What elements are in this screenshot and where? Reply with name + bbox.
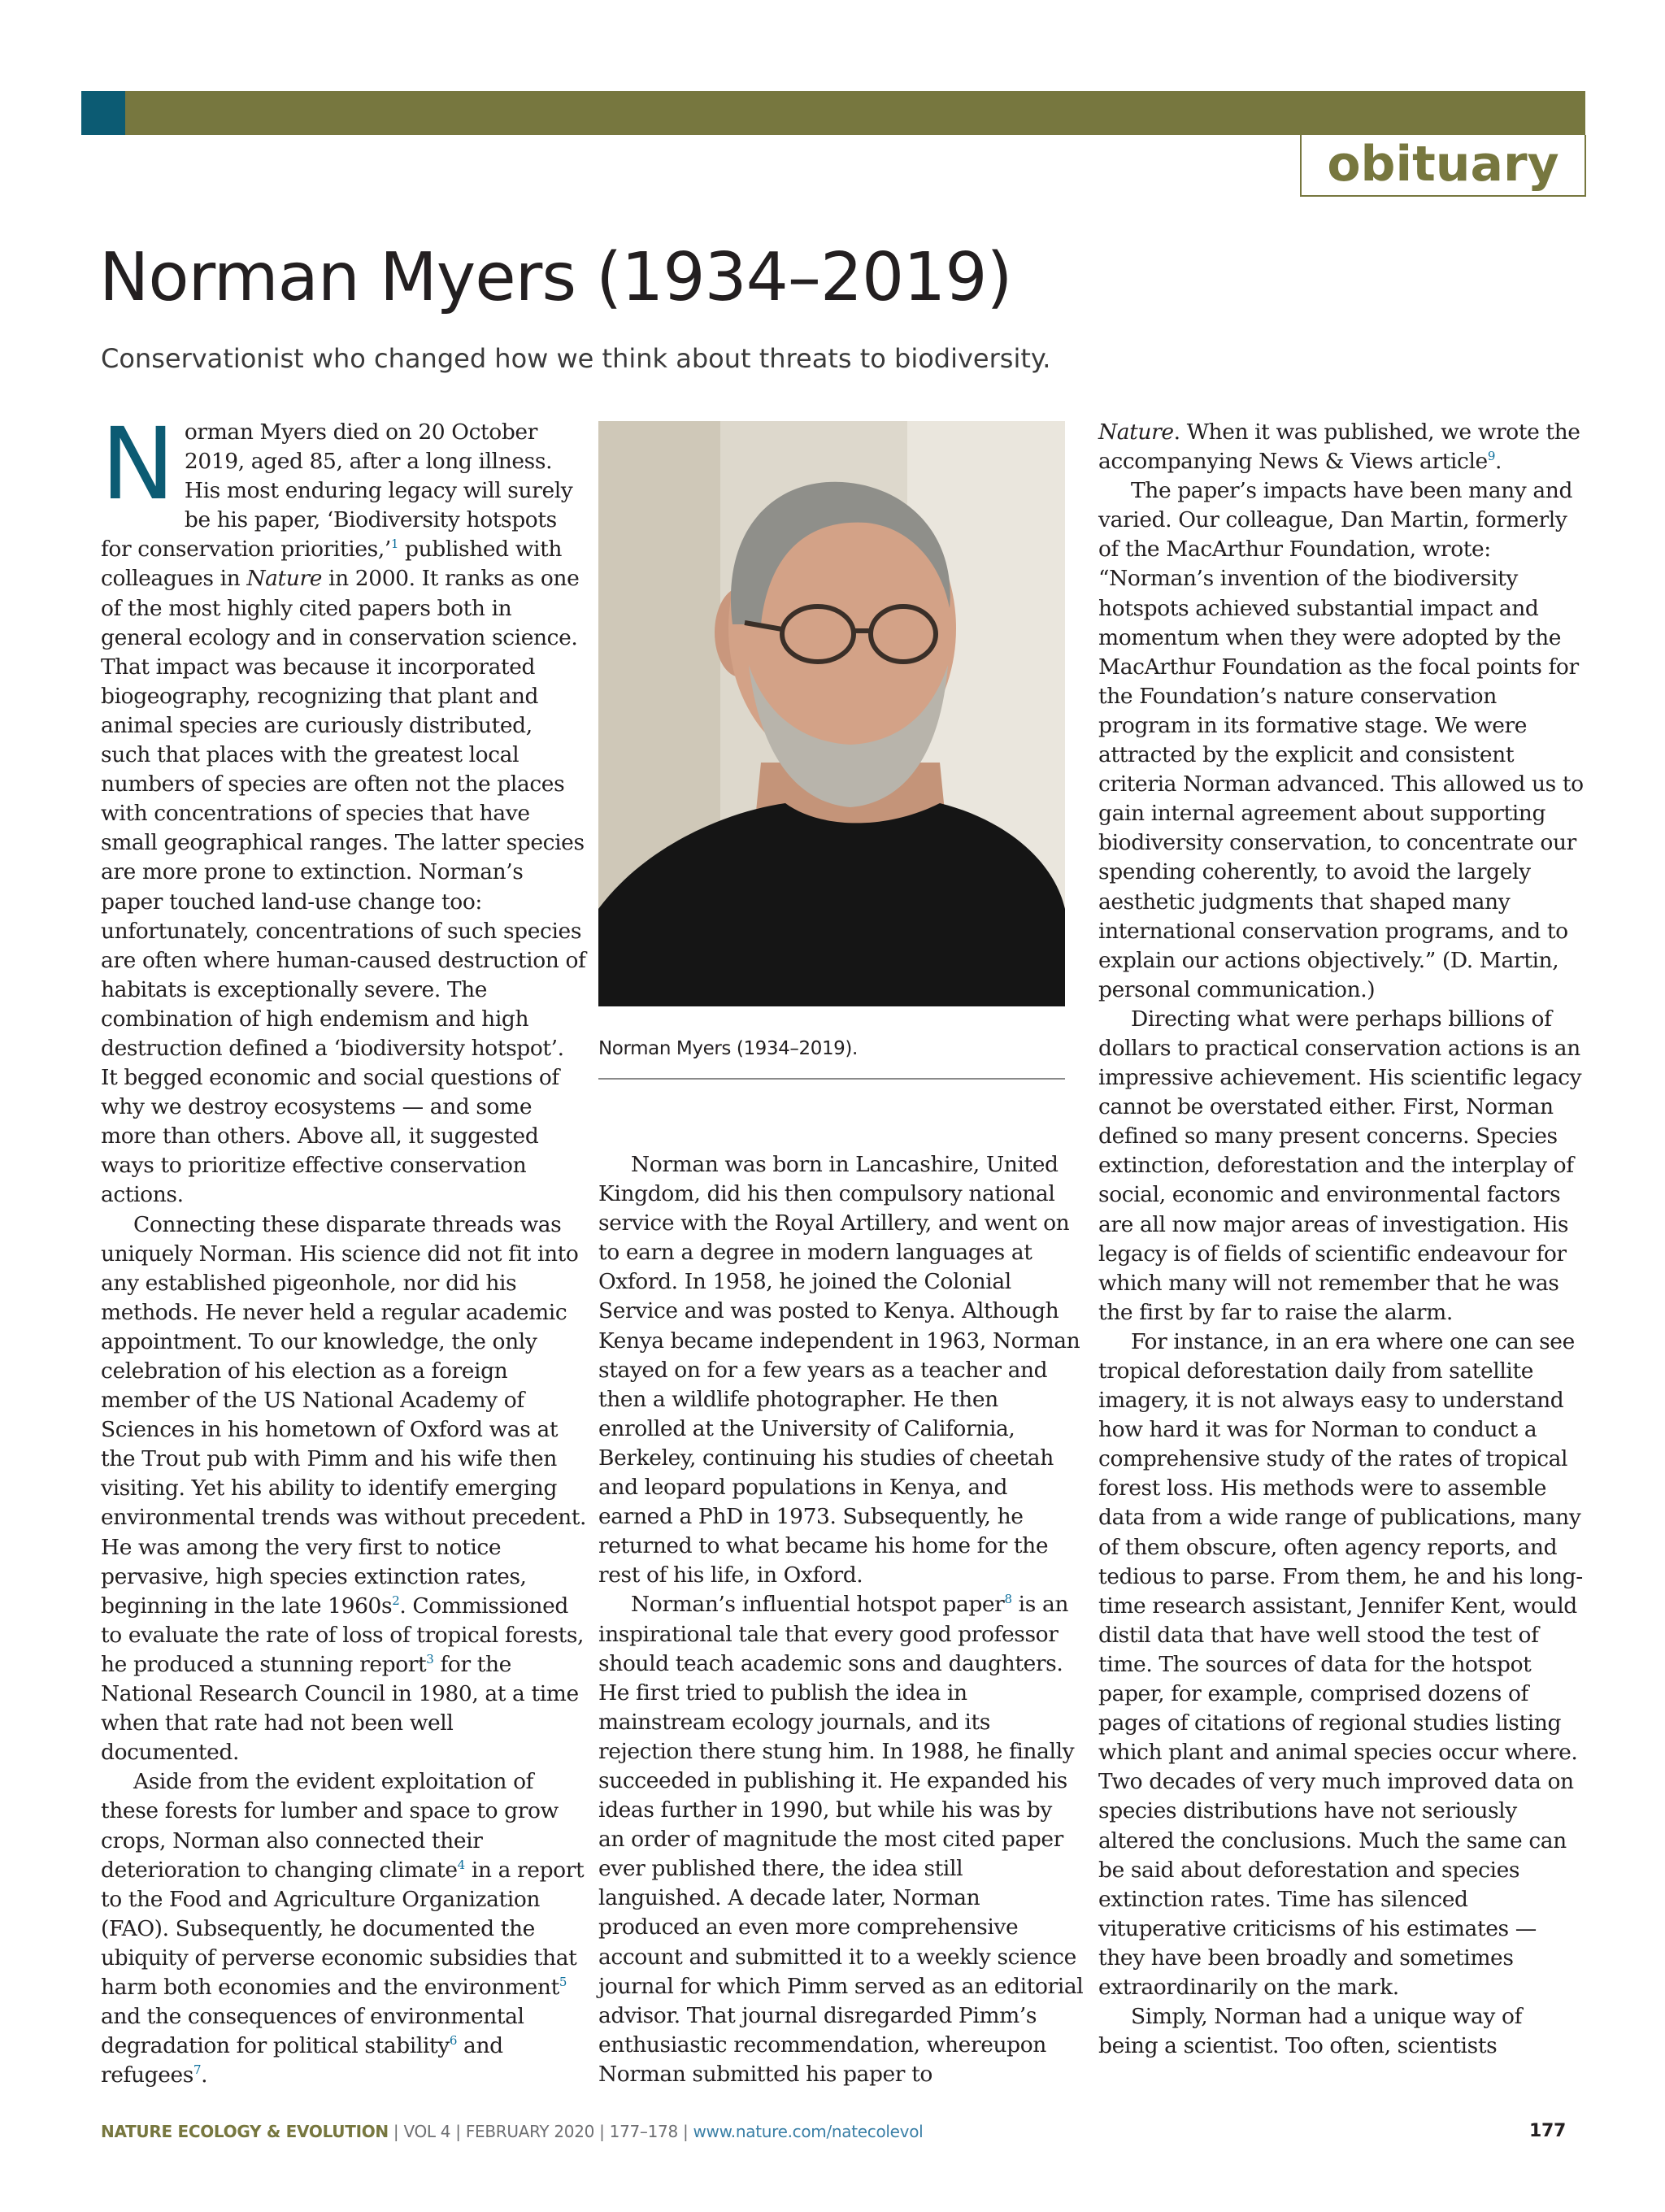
citation-link[interactable]: 7 (193, 2062, 202, 2078)
portrait-photo (598, 421, 1065, 1006)
section-accent-square (81, 91, 125, 135)
citation-link[interactable]: 4 (457, 1857, 465, 1872)
citation-link[interactable]: 6 (449, 2033, 458, 2049)
journal-title: NATURE ECOLOGY & EVOLUTION (101, 2122, 389, 2141)
drop-cap: N (101, 406, 175, 522)
page-footer (101, 2120, 1566, 2143)
page-number: 177 (1528, 2121, 1566, 2141)
text-run: and the consequences of environmental degradation for political stability (101, 2004, 524, 2059)
text-run: Connecting these disparate threads was uniquely Norman. His science did not fit into any established pigeonhole, nor did his methods. He never held a regular academic appointment. To our knowledge, the only celebration of his election as a foreign member of the US National Academy of Sciences in his hometown of Oxford was at the Trout pub with Pimm and his wife then visiting. Yet his ability to identify emerging environmental trends was without precedent. He was among the very first to notice pervasive, high species extinction rates, beginning in the late 1960s (101, 1211, 587, 1619)
text-run: is an inspirational tale that every good professor should teach academic sons and daughters. He first tried to publish the idea in mainstream ecology journals, and its rejection there stung him. In 1988, he finally succeeded in publishing it. He expanded his ideas further in 1990, but while his was by an order of magnitude the most cited paper ever published there, the idea still languished. A decade later, Norman produced an even more comprehensive account and submitted it to a weekly science journal for which Pimm served as an editorial advisor. That journal disregarded Pimm’s enthusiastic recommendation, whereupon Norman submitted his paper to (598, 1592, 1084, 2087)
footer-separator: | (594, 2122, 610, 2141)
paragraph: For instance, in an era where one can see tropical deforestation daily from satellite imagery, it is not always easy to understand how hard it was for Norman to conduct a comprehensive study of the rates of tropical forest loss. His methods were to assemble data from a wide range of publications, many of them obscure, often agency reports, and tedious to parse. From them, he and his long-time research assistant, Jennifer Kent, would distil data that have well stood the test of time. The sources of data for the hotspot paper, for example, comprised dozens of pages of citations of regional studies listing which plant and animal species occur where. Two decades of very much improved data on species distributions have not seriously altered the conclusions. Much the same can be said about deforestation and species extinction rates. Time has silenced vituperative criticisms of his estimates — they have been broadly and sometimes extraordinarily on the mark. (1098, 1328, 1583, 2000)
portrait-illustration (598, 421, 1065, 1006)
text-run: Norman’s influential hotspot paper (631, 1592, 1005, 1618)
citation-link[interactable]: 9 (1487, 449, 1495, 464)
text-run: . (201, 2062, 208, 2088)
journal-name: Nature (246, 566, 322, 592)
text-run: Aside from the evident exploitation of these forests for lumber and space to grow crops, Norman also connected their deterioration to changing climate (101, 1769, 559, 1883)
paragraph: Norman was born in Lancashire, United Kingdom, did his then compulsory national service with the Royal Artillery, and went on to earn a degree in modern languages at Oxford. In 1958, he joined the Colonial Service and was posted to Kenya. Although Kenya became independent in 1963, Norman stayed on for a few years as a teacher and then a wildlife photographer. He then enrolled at the University of California, Berkeley, continuing his studies of cheetah and leopard populations in Kenya, and earned a PhD in 1973. Subsequently, he returned to what became his home for the rest of his life, in Oxford. (598, 1152, 1080, 1588)
issue-date: FEBRUARY 2020 (465, 2122, 595, 2141)
citation-link[interactable]: 8 (1004, 1592, 1012, 1607)
paragraph (1098, 418, 1586, 476)
paragraph (101, 1767, 587, 2090)
text-column-3 (1098, 418, 1586, 2061)
text-run: for the National Research Council in 1980, at a time when that rate had not been well documented. (101, 1651, 579, 1766)
text-run: . When it was published, we wrote the accompanying News & Views article (1098, 419, 1580, 475)
section-label: obituary (1300, 135, 1586, 197)
paragraph: The paper’s impacts have been many and varied. Our colleague, Dan Martin, formerly of the MacArthur Foundation, wrote: “Norman’s invention of the biodiversity hotspots achieved substantial impact and momentum when they were adopted by the MacArthur Foundation as the focal points for the Foundation’s nature conservation program in its formative stage. We were attracted by the explicit and consistent criteria Norman advanced. This allowed us to gain internal agreement about supporting biodiversity conservation, to concentrate our spending coherently, to avoid the largely aesthetic judgments that shaped many international conservation programs, and to explain our actions objectively.” (D. Martin, personal communication.) (1098, 478, 1584, 1002)
section-color-bar (81, 91, 1585, 135)
text-run: and refugees (101, 2033, 503, 2088)
text-run: orman Myers died on 20 October 2019, aged 85, after a long illness. His most enduring legacy will surely be his paper, ‘Biodiversity hotspots for conservation priorities,’ (101, 419, 573, 563)
page-range: 177–178 (609, 2122, 678, 2141)
paragraph (101, 1210, 587, 1768)
paragraph: Directing what were perhaps billions of dollars to practical conservation actions is an impressive achievement. His scientific legacy cannot be overstated either. First, Norman defined so many present concerns. Species extinction, deforestation and the interplay of social, economic and environmental factors are all now major areas of investigation. His legacy is of fields of scientific endeavour for which many will not remember that he was the first by far to raise the alarm. (1098, 1006, 1582, 1325)
text-run: in 2000. It ranks as one of the most highly cited papers both in general ecology and in conservation science. That impact was because it incorporated biogeography, recognizing that plant and animal species are curiously distributed, such that places with the greatest local numbers of species are often not the places with concentrations of species that have small geographical ranges. The latter species are more prone to extinction. Norman’s paper touched land-use change too: unfortunately, concentrations of such species are often where human-caused destruction of habitats is exceptionally severe. The combination of high endemism and high destruction defined a ‘biodiversity hotspot’. It begged economic and social questions of why we destroy ecosystems — and some more than others. Above all, it suggested ways to prioritize effective conservation actions. (101, 566, 586, 1208)
paragraph (598, 1590, 1085, 2089)
text-column-2 (598, 1150, 1085, 2089)
citation-link[interactable]: 3 (426, 1652, 434, 1667)
article-standfirst: Conservationist who changed how we think about threats to biodiversity. (101, 343, 1051, 374)
journal-name: Nature (1098, 419, 1174, 445)
paragraph (101, 406, 587, 1210)
text-run: . Commissioned to evaluate the rate of loss of tropical forests, he produced a stunning report (101, 1593, 585, 1677)
text-run: published with colleagues in (101, 537, 563, 592)
volume-info: VOL 4 (403, 2122, 451, 2141)
footer-separator: | (388, 2122, 404, 2141)
text-column-1 (101, 406, 587, 2090)
citation-link[interactable]: 5 (559, 1975, 567, 1990)
paragraph: Simply, Norman had a unique way of being a scientist. Too often, scientists (1098, 2004, 1522, 2059)
caption-divider (598, 1078, 1065, 1080)
footer-separator: | (677, 2122, 693, 2141)
article-title: Norman Myers (1934–2019) (99, 239, 1012, 316)
figure-caption: Norman Myers (1934–2019). (598, 1038, 858, 1059)
footer-separator: | (450, 2122, 466, 2141)
text-run: . (1494, 449, 1502, 475)
journal-url-link[interactable]: www.nature.com/natecolevol (693, 2122, 924, 2141)
text-run: in a report to the Food and Agriculture Organization (FAO). Subsequently, he documented the ubiquity of perverse economic subsidies that harm both economies and the environment (101, 1857, 585, 2000)
citation-link[interactable]: 2 (392, 1593, 400, 1608)
citation-link[interactable]: 1 (390, 537, 399, 552)
